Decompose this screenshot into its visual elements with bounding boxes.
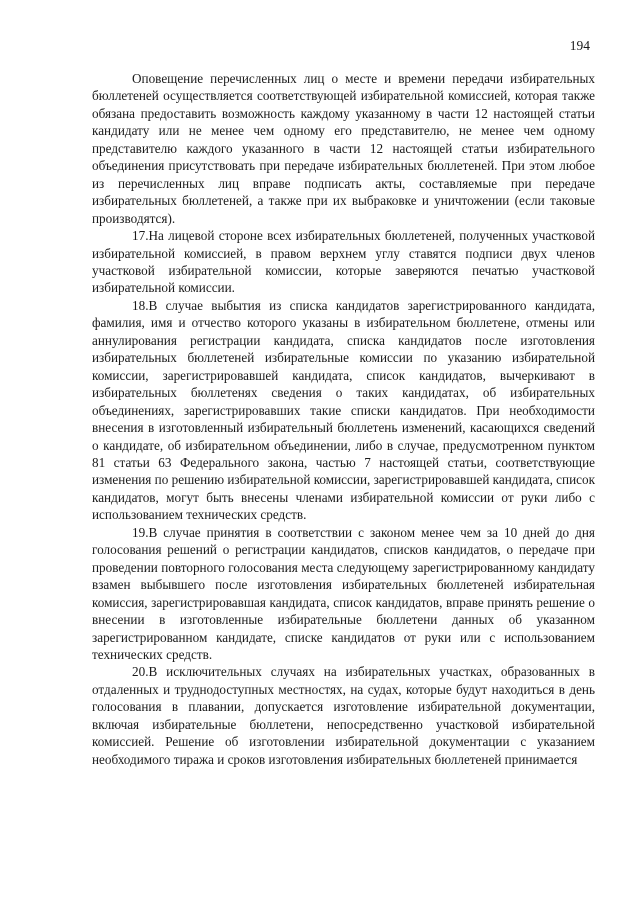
- page-number: 194: [569, 38, 590, 53]
- paragraph-20: 20.В исключительных случаях на избирательных участках, образованных в отдаленных и труднодоступных местностях, на судах, которые будут находиться в день голосования в плавании, допускается изготовление избирательной документации, включая избирательные бюллетени, непосредственно участковой избирательной комиссией. Решение об изготовлении избирательной документации с указанием необходимого тиража и сроков изготовления избирательных бюллетеней принимается: [92, 664, 595, 767]
- paragraph-19: 19.В случае принятия в соответствии с законом менее чем за 10 дней до дня голосования решений о регистрации кандидатов, списков кандидатов, о передаче при проведении повторного голосования места следующему зарегистрированному кандидату взамен выбывшего после изготовления избирательных бюллетеней избирательная комиссия, зарегистрировавшая кандидата, список кандидатов, вправе принять решение о внесении в изготовленные избирательные бюллетени данных об указанном зарегистрированном кандидате, списке кандидатов от руки или с использованием технических средств.: [92, 524, 595, 662]
- paragraph-notification: Оповещение перечисленных лиц о месте и времени передачи избирательных бюллетеней осуществляется соответствующей избирательной комиссией, которая также обязана предоставить возможность каждому указанному в части 12 настоящей статьи кандидату или не менее чем одному его представителю, не менее чем одному представителю каждого указанного в части 12 настоящей статьи избирательного объединения присутствовать при передаче избирательных бюллетеней. При этом любое из перечисленных лиц вправе подписать акты, составляемые при передаче избирательных бюллетеней, а также при их выбраковке и уничтожении (если таковые производятся).: [92, 71, 595, 226]
- paragraph-18: 18.В случае выбытия из списка кандидатов зарегистрированного кандидата, фамилия, имя и отчество которого указаны в избирательном бюллетене, отмены или аннулирования регистрации кандидата, списка кандидатов после изготовления избирательных бюллетеней избирательные комиссии по указанию избирательной комиссии, зарегистрировавшей кандидата, список кандидатов, вычеркивают в избирательных бюллетенях сведения о таких кандидатах, об избирательных объединениях, зарегистрировавших такие списки кандидатов. При необходимости внесения в изготовленный избирательный бюллетень изменений, касающихся сведений о кандидате, об избирательном объединении, либо в случае, предусмотренном пунктом 81 статьи 63 Федерального закона, частью 7 настоящей статьи, соответствующие изменения по решению избирательной комиссии, зарегистрировавшей кандидата, список кандидатов, могут быть внесены членами избирательной комиссии от руки либо с использованием технических средств.: [92, 297, 595, 523]
- document-body: [92, 70, 595, 768]
- paragraph-17: 17.На лицевой стороне всех избирательных бюллетеней, полученных участковой избирательной комиссией, в правом верхнем углу ставятся подписи двух членов участковой избирательной комиссии, которые заверяются печатью участковой избирательной комиссии.: [92, 228, 595, 296]
